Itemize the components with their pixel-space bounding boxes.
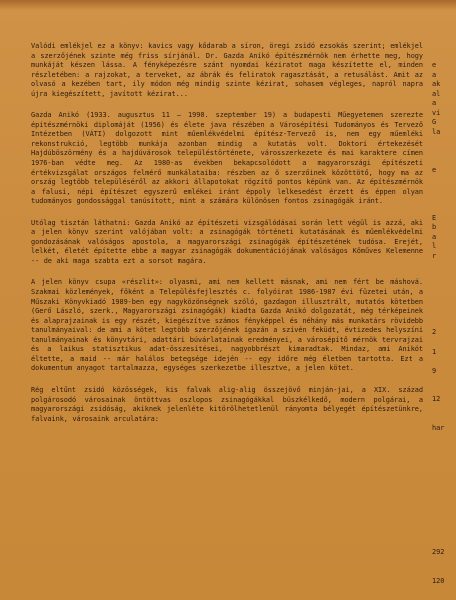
adjacent-fragment: a bbox=[432, 232, 437, 241]
adjacent-fragment bbox=[432, 386, 456, 396]
adjacent-fragment bbox=[432, 586, 456, 596]
paragraph-2: Gazda Anikó (1933. augusztus 11 — 1990. szeptember 19) a budapesti Műegyetemen szerezte építészmérnöki diplomáját (1956) és élete java részében a Városépítési Tudományos és Tervező Intézetben (VÁTI) dolgozott mint műemlékvédelmi építész-Tervező is, nem egy műemléki rekonstrukció, legtöbb munkája azonban mindig a kutatás volt. Doktori értekezését Hajdúböszörmény és a hajdúvárosok településtörténete, városszerkezete és mai karaktere címen 1976-ban védte meg. Az 1980-as években bekapcsolódott a magyarországi építészeti értékvizsgálat országos felmérő munkálataiba: részben az ő szerzőinek közöttötő, hogy ma az ország legtöbb településéről az akkori állapotokat rögzítő pontos képünk van. Az építészmérnök a falusi, népi építészet egyszerű emlékei iránt éppoly lelkesedést érzett és éppen olyan tudományos gondossággal tanúsított, mint a számára különösen fontos zsinagógák iránt. bbox=[31, 111, 423, 206]
adjacent-fragment bbox=[432, 529, 456, 539]
adjacent-fragment bbox=[432, 433, 456, 443]
adjacent-fragment bbox=[432, 319, 456, 329]
main-text-column bbox=[31, 42, 423, 436]
adjacent-fragment bbox=[432, 376, 456, 386]
adjacent-fragment bbox=[432, 596, 456, 600]
adjacent-fragment bbox=[432, 185, 456, 195]
adjacent-fragment bbox=[432, 290, 456, 300]
adjacent-fragment: har bbox=[432, 423, 445, 432]
adjacent-fragment bbox=[432, 309, 456, 319]
adjacent-fragment bbox=[432, 567, 456, 577]
adjacent-fragment bbox=[432, 338, 456, 348]
adjacent-fragment bbox=[432, 204, 456, 214]
adjacent-fragment bbox=[432, 405, 456, 415]
adjacent-fragment bbox=[432, 491, 456, 501]
adjacent-fragment bbox=[432, 538, 456, 548]
adjacent-fragment bbox=[432, 271, 456, 281]
adjacent-fragment: 9 bbox=[432, 366, 437, 375]
adjacent-fragment bbox=[432, 281, 456, 291]
adjacent-fragment bbox=[432, 472, 456, 482]
adjacent-page-fragments bbox=[432, 42, 456, 600]
adjacent-fragment: ak bbox=[432, 80, 441, 89]
adjacent-fragment: G bbox=[432, 118, 437, 127]
adjacent-fragment: al bbox=[432, 89, 441, 98]
adjacent-fragment bbox=[432, 510, 456, 520]
adjacent-fragment: e bbox=[432, 166, 437, 175]
adjacent-fragment: 12 bbox=[432, 395, 441, 404]
adjacent-fragment bbox=[432, 462, 456, 472]
adjacent-fragment bbox=[432, 500, 456, 510]
adjacent-fragment bbox=[432, 262, 456, 272]
adjacent-fragment bbox=[432, 195, 456, 205]
adjacent-fragment bbox=[432, 443, 456, 453]
paragraph-4: A jelen könyv csupa «részlit»: olyasmi, ami nem kellett másnak, ami nem fért be máshová. Szakmai közlemények, főként a Településfejlesztés c. folyóirat 1986-1987 évi füzetei után, a Műszaki Könyvkiadó 1989-ben egy nagyközönségnek szóló, gazdagon illusztrált, mutatós kötetben (Gerő László, szerk., Magyarországi zsinagógák) kiadta Gazda Anikó dolgozatát, még térképeinek és alaprajzainak is egy részét, kiegészítve számos fényképpel és néhány más munkatárs rövidebb tanulmányaival: de ami a kötet legtöbb szerzőjének igazán a szívén feküdt, évtizedes helyszíni tanulmányainak és könyvtári, adattári búvárlatainak eredményei, a városépítő mérnök tervrajzai és a laikus statisztikus adat-összesítései, nagyobbrészt kimaradtak. Mindaz, ami Anikót éltette, a maid -- már halálos betegsége idején -- egy időre még életben tartotta. Ezt a dokumentum anyagot tartalmazza, egységes szerkezetbe illesztve, a jelen kötet. bbox=[31, 278, 423, 373]
adjacent-fragment bbox=[432, 52, 456, 62]
adjacent-fragment: a bbox=[432, 70, 437, 79]
adjacent-fragment: e bbox=[432, 61, 437, 70]
adjacent-fragment bbox=[432, 357, 456, 367]
adjacent-fragment bbox=[432, 137, 456, 147]
adjacent-fragment: E bbox=[432, 213, 437, 222]
adjacent-fragment bbox=[432, 453, 456, 463]
adjacent-fragment bbox=[432, 42, 456, 52]
adjacent-fragment bbox=[432, 414, 456, 424]
page-top-shadow bbox=[0, 0, 456, 10]
adjacent-fragment bbox=[432, 176, 456, 186]
adjacent-fragment bbox=[432, 481, 456, 491]
adjacent-fragment: 2 bbox=[432, 328, 437, 337]
adjacent-fragment bbox=[432, 519, 456, 529]
adjacent-fragment bbox=[432, 558, 456, 568]
paragraph-3: Utólag tisztán láthatni: Gazda Anikó az építészeti vizsgálódásai során lett végül is azzá, aki a jelen könyv szerint valójában volt: a zsinagógák történeti kutatásának és műemlékvédelmi gondozásának valóságos apostola, a magyarországi zsinagógák építészetének tudósa. Erejét, lelkét, életét építette ebbe a magyar zsinagógák dokumentációjának valóságos Kőműves Kelemenne -- de aki maga szabta ezt a sorsot magára. bbox=[31, 218, 423, 265]
adjacent-fragment: 1 bbox=[432, 347, 437, 356]
adjacent-fragment bbox=[432, 157, 456, 167]
adjacent-fragment: b bbox=[432, 223, 437, 232]
adjacent-fragment: r bbox=[432, 252, 437, 261]
paragraph-5: Rég eltűnt zsidó közösségek, kis falvak alig-alig összejövő minján-jai, a XIX. század polgárosodó városainak öntöttvas oszlopos zsinagógákkal büszkélkedő, modern polgárai, a magyarországi zsidóság, akiknek jelenléte kitörölhetetlenül rányomta bélyegét építészetünkre, falvaink, városaink arculatára: bbox=[31, 385, 423, 423]
adjacent-fragment: l bbox=[432, 242, 437, 251]
adjacent-fragment: vi bbox=[432, 108, 441, 117]
paragraph-1: Valódi emlékjel ez a könyv: kavics vagy kődarab a síron, öregi zsidó ezsokás szerint; emlékjel a szerzőjének szinte még friss sírjánál. Dr. Gazda Anikó építészmérnök nem érhette meg, hogy munkáját készen lássa. A fényképezésre szánt nyomdai kéziratot maga készítette el, minden részletében: a rajzokat, a terveket, az ábrák és feliratok ragasztását, a retusálást. Amit az olvasó a kezében tart, ily módon még mindig szinte kézirat, sohasem végleges, napról napra újra kiegészített, javított kézirat... bbox=[31, 42, 423, 98]
adjacent-fragment: a bbox=[432, 99, 437, 108]
adjacent-fragment: la bbox=[432, 127, 441, 136]
adjacent-fragment: 120 bbox=[432, 576, 445, 585]
adjacent-fragment bbox=[432, 147, 456, 157]
adjacent-fragment bbox=[432, 300, 456, 310]
adjacent-fragment: 292 bbox=[432, 547, 445, 556]
